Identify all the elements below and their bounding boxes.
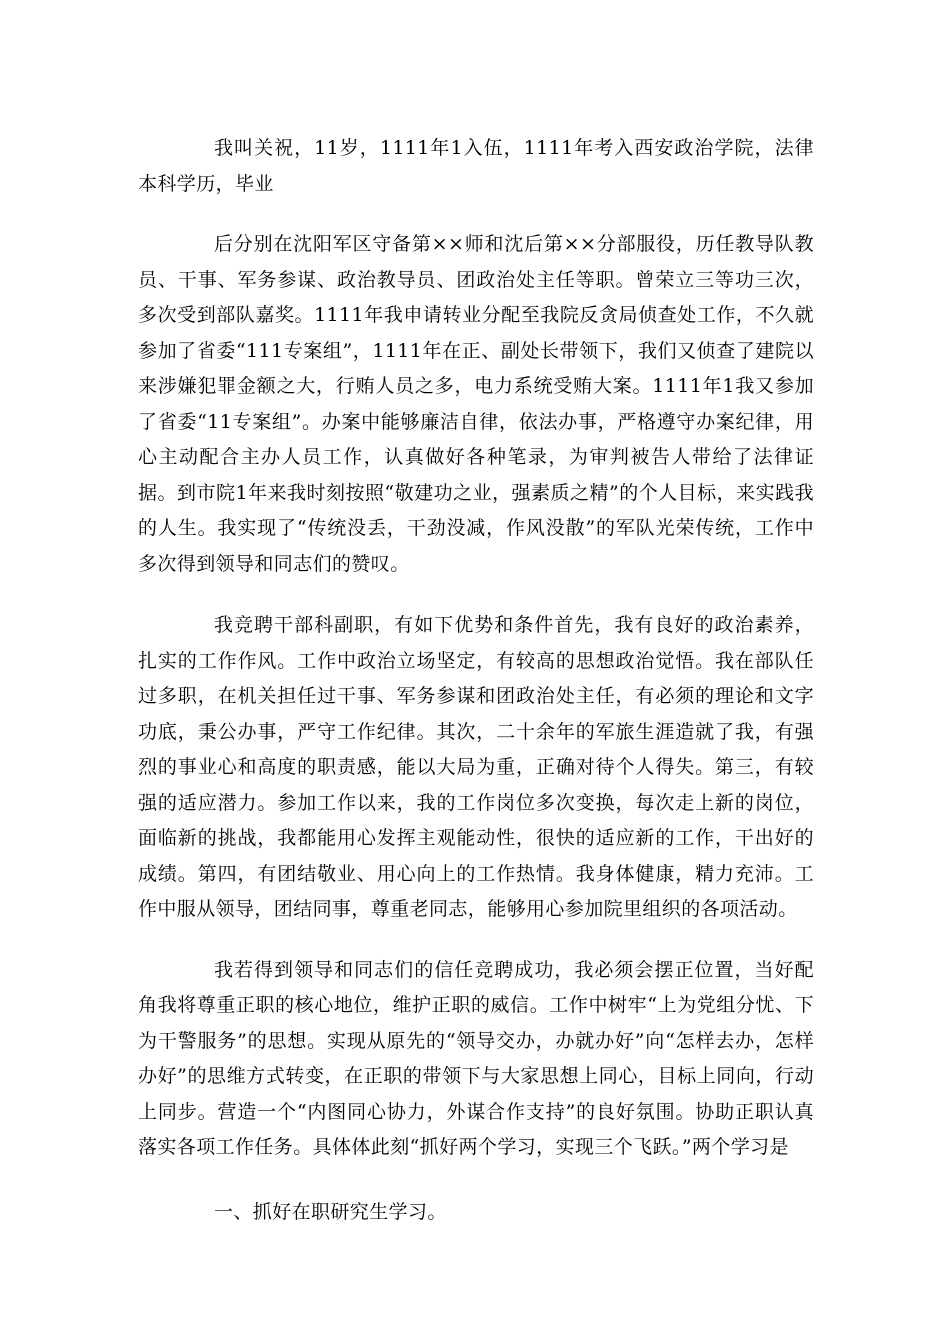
paragraph-section-heading: 一、抓好在职研究生学习。 [214, 1200, 447, 1223]
paragraph-intro: 我叫关祝，11岁，1111年1入伍，1111年考入西安政治学院，法律本科学历，毕业 [138, 137, 814, 195]
paragraph-service-history: 后分别在沈阳军区守备第××师和沈后第××分部服役，历任教导队教员、干事、军务参谋、政治教导员、团政治处主任等职。曾荣立三等功三次，多次受到部队嘉奖。1111年我申请转业分配至我院反贪局侦查处工作，不久就参加了省委“111专案组”，1111年在正、副处长带领下，我们又侦查了建院以来涉嫌犯罪金额之大，行贿人员之多，电力系统受贿大案。1111年1我又参加了省委“11专案组”。办案中能够廉洁自律，依法办事，严格遵守办案纪律，用心主动配合主办人员工作，认真做好各种笔录，为审判被告人带给了法律证据。到市院1年来我时刻按照“敬建功之业，强素质之精”的个人目标，来实践我的人生。我实现了“传统没丢，干劲没减，作风没散”的军队光荣传统，工作中多次得到领导和同志们的赞叹。 [138, 233, 814, 575]
paragraph-commitment: 我若得到领导和同志们的信任竞聘成功，我必须会摆正位置，当好配角我将尊重正职的核心地位，维护正职的威信。工作中树牢“上为党组分忧、下为干警服务”的思想。实现从原先的“领导交办，办就办好”向“怎样去办，怎样办好”的思维方式转变，在正职的带领下与大家思想上同心，目标上同向，行动上同步。营造一个“内图同心协力，外谋合作支持”的良好氛围。协助正职认真落实各项工作任务。具体体此刻“抓好两个学习，实现三个飞跃。”两个学习是 [138, 958, 814, 1158]
document-body [138, 131, 814, 1230]
paragraph-strengths: 我竞聘干部科副职，有如下优势和条件首先，我有良好的政治素养，扎实的工作作风。工作中政治立场坚定，有较高的思想政治觉悟。我在部队任过多职，在机关担任过干事、军务参谋和团政治处主任，有必须的理论和文字功底，秉公办事，严守工作纪律。其次，二十余年的军旅生涯造就了我，有强烈的事业心和高度的职责感，能以大局为重，正确对待个人得失。第三，有较强的适应潜力。参加工作以来，我的工作岗位多次变换，每次走上新的岗位，面临新的挑战，我都能用心发挥主观能动性，很快的适应新的工作，干出好的成绩。第四，有团结敬业、用心向上的工作热情。我身体健康，精力充沛。工作中服从领导，团结同事，尊重老同志，能够用心参加院里组织的各项活动。 [138, 614, 814, 920]
